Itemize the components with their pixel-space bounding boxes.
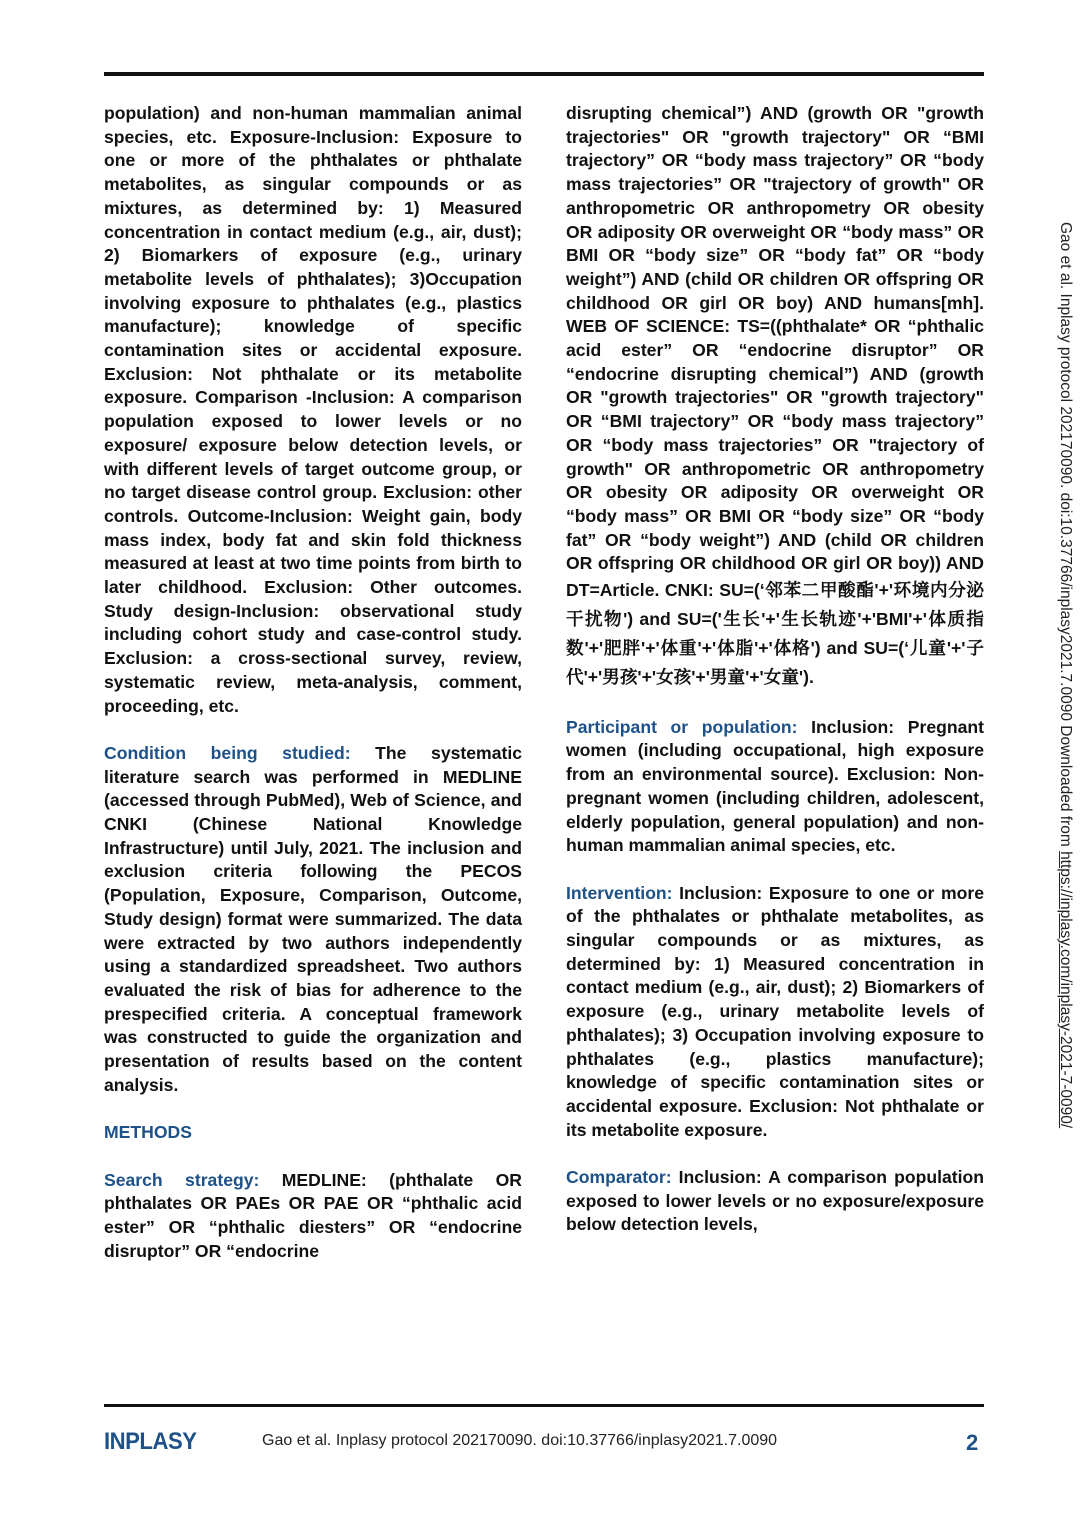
- methods-heading: METHODS: [104, 1122, 192, 1143]
- intervention-paragraph: [566, 882, 984, 1143]
- search-query-text: disrupting chemical”) AND (growth OR "growth trajectories" OR "growth trajectory" OR “BMI trajectory” OR “body mass trajectory” OR “body mass trajectories” OR "trajectory of growth" OR anthropometric OR anthropometry OR obesity OR adiposity OR overweight OR “body mass” OR BMI OR “body size” OR “body fat” OR “body weight”) AND (child OR children OR offspring OR childhood OR girl OR boy) AND humans[mh]. WEB OF SCIENCE: TS=((phthalate* OR “phthalic acid ester” OR “endocrine disruptor” OR “endocrine disrupting chemical”) AND (growth OR "growth trajectories" OR "growth trajectory" OR “BMI trajectory” OR “body mass trajectory” OR “body mass trajectories” OR "trajectory of growth" OR anthropometric OR anthropometry OR obesity OR adiposity OR overweight OR “body mass” OR BMI OR “body size” OR “body fat” OR “body weight”) AND (child OR children OR offspring OR childhood OR girl OR boy)) AND DT=Article. CNKI:: [566, 103, 984, 601]
- participant-paragraph: [566, 716, 984, 858]
- journal-logo: INPLASY: [104, 1428, 197, 1455]
- search-strategy-label: Search strategy:: [104, 1169, 260, 1190]
- comparator-paragraph: [566, 1166, 984, 1237]
- side-download-note: [1056, 222, 1074, 1312]
- search-strategy-continued: [566, 102, 984, 692]
- participant-text: Inclusion: Pregnant women (including occupational, high exposure from an environmental source). Exclusion: Non-pregnant women (including children, adolescent, elderly population, general population) and non-human mammalian animal species, etc.: [566, 716, 984, 856]
- search-strategy-text: MEDLINE: (phthalate OR phthalates OR PAEs OR PAE OR “phthalic acid ester” OR “phthalic diesters” OR “endocrine disruptor” OR “endocrine: [104, 1169, 522, 1261]
- search-query-cnki: SU=(‘邻苯二甲酸酯'+'环境内分泌干扰物') and SU=('生长'+'生长轨迹'+'BMI'+'体质指数'+'肥胖'+'体重'+'体脂'+'体格') and SU=(‘儿童'+'子代'+'男孩'+'女孩'+'男童'+'女童').: [566, 580, 985, 688]
- footer-citation: Gao et al. Inplasy protocol 202170090. doi:10.37766/inplasy2021.7.0090: [262, 1432, 778, 1449]
- condition-text: The systematic literature search was performed in MEDLINE (accessed through PubMed), Web of Science, and CNKI (Chinese National Knowledge Infrastructure) until July, 2021. The inclusion and exclusion criteria following the PECOS (Population, Exposure, Comparison, Outcome, Study design) format were summarized. The data were extracted by two authors independently using a standardized spreadsheet. Two authors evaluated the risk of bias for adherence to the prespecified criteria. A conceptual framework was constructed to guide the organization and presentation of results based on the content analysis.: [104, 742, 523, 1095]
- participant-label: Participant or population:: [566, 716, 798, 737]
- comparator-label: Comparator:: [566, 1167, 672, 1188]
- comparator-text: Inclusion: A comparison population exposed to lower levels or no exposure/exposure below detection levels,: [566, 1167, 984, 1235]
- condition-label: Condition being studied:: [104, 742, 351, 763]
- page-number: 2: [966, 1430, 979, 1455]
- download-link[interactable]: https://inplasy.com/inplasy-2021-7-0090/: [1057, 851, 1074, 1129]
- pecos-criteria-paragraph: population) and non-human mammalian animal species, etc. Exposure-Inclusion: Exposure to one or more of the phthalates or phthalate metabolites, as singular compounds or as mixtures, as determined by: 1) Measured concentration in contact medium (e.g., air, dust); 2) Biomarkers of exposure (e.g., urinary metabolite levels of phthalates); 3)Occupation involving exposure to phthalates (e.g., plastics manufacture); knowledge of specific contamination sites or accidental exposure. Exclusion: Not phthalate or its metabolite exposure. Comparison -Inclusion: A comparison population exposed to lower levels or no exposure/ exposure below detection levels, or with different levels of target outcome group, or no target disease control group. Exclusion: other controls. Outcome-Inclusion: Weight gain, body mass index, body fat and skin fold thickness measured at least at two time points from birth to later childhood. Exclusion: Other outcomes. Study design-Inclusion: observational study including cohort study and case-control study. Exclusion: a cross-sectional survey, review, systematic review, meta-analysis, comment, proceeding, etc.: [104, 103, 522, 716]
- side-note-text: Gao et al. Inplasy protocol 202170090. doi:10.37766/inplasy2021.7.0090 Downloaded from: [1057, 222, 1074, 852]
- footer-rule: [104, 1404, 984, 1407]
- right-column: [566, 102, 984, 1261]
- header-rule: [104, 72, 984, 76]
- left-column: [104, 102, 522, 1287]
- condition-paragraph: [104, 742, 522, 1098]
- intervention-text: Inclusion: Exposure to one or more of the phthalates or phthalate metabolites, as singular compounds or as mixtures, as determined by: 1) Measured concentration in contact medium (e.g., air, dust); 2) Biomarkers of exposure (e.g., urinary metabolite levels of phthalates); 3) Occupation involving exposure to phthalates (e.g., plastics manufacture); knowledge of specific contamination sites or accidental exposure. Exclusion: Not phthalate or its metabolite exposure.: [566, 882, 984, 1140]
- intervention-label: Intervention:: [566, 882, 673, 903]
- search-strategy-paragraph: [104, 1169, 522, 1264]
